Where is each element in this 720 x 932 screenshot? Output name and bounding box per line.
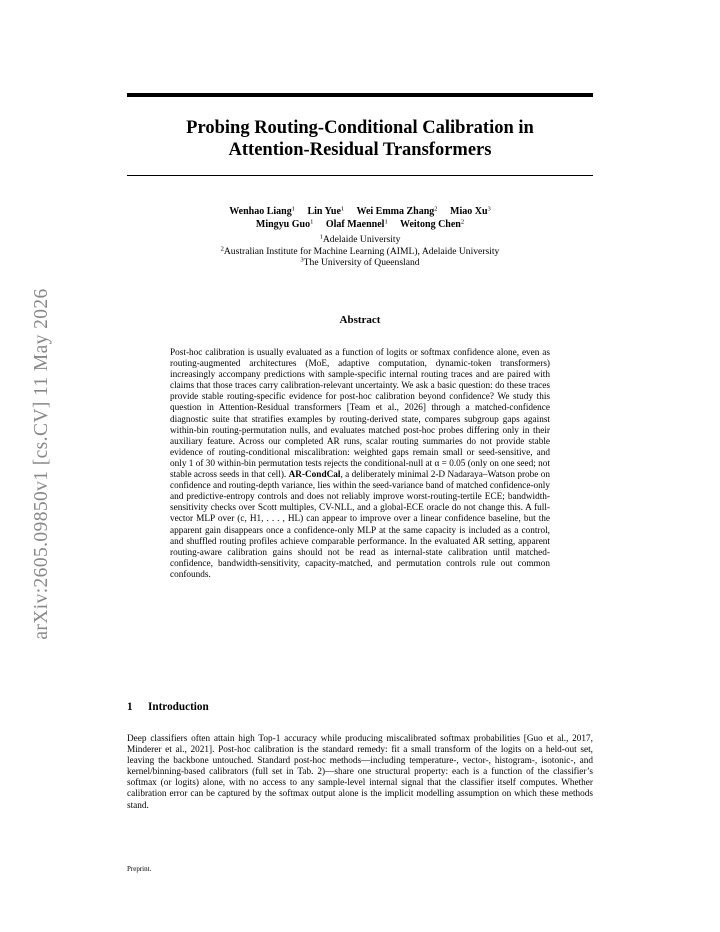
affiliation-mark: 2 [220,245,224,252]
affiliation [127,257,593,269]
affiliation [127,246,593,258]
author-name: Mingyu Guo [255,218,311,230]
affiliations [127,234,593,269]
abstract-heading: Abstract [339,314,381,326]
affiliation [127,234,593,246]
title-line-2: Attention-Residual Transformers [228,140,492,160]
author-name: Wenhao Liang [229,206,292,217]
method-name: AR-CondCal [288,470,341,481]
title-bottom-rule [127,175,593,176]
author-affil-mark: 3 [487,205,491,213]
author-name: Wei Emma Zhang [356,206,435,217]
author-name: Weitong Chen [400,218,461,230]
abstract-text-part1: Post-hoc calibration is usually evaluated as a function of logits or softmax confidence alone, even as routing-augmented architectures (MoE, adaptive computation, dynamic-token transformers) increasingly accompany predictions with sample-specific internal routing traces and are paired with claims that those traces carry calibration-relevant uncertainty. We ask a basic question: do these traces provide stable routing-specific evidence for post-hoc calibration beyond confidence? We study this question in Attention-Residual transformers [Team et al., 2026] through a matched-confidence diagnostic suite that stratifies examples by routing-derived state, compares subgroup gaps against within-bin routing-permutation nulls, and evaluates matched post-hoc probes differing only in their auxiliary feature. Across our completed AR runs, scalar routing summaries do not provide stable evidence of routing-conditional miscalibration: weighted gaps remain small or seed-sensitive, and only 1 of 30 within-bin permutation tests rejects the conditional-null at α = 0.05 (only on one seed; not stable across seeds in that cell). [170,348,550,481]
footer-note: Preprint. [127,865,152,873]
title-top-rule [127,93,593,97]
section-title: Introduction [148,701,209,713]
abstract-body [170,348,550,581]
author-affil-mark: 1 [340,205,345,213]
author-block [127,206,593,269]
paper-title [127,117,593,161]
affiliation-text: Australian Institute for Machine Learning (AIML), Adelaide University [223,245,500,257]
author-affil-mark: 1 [291,205,295,213]
author-name: Miao Xu [450,206,488,217]
author-name: Olaf Maennel [325,218,385,230]
author-line-2 [127,219,593,232]
author-line-1 [127,206,593,219]
author-affil-mark: 1 [384,218,388,225]
section-number: 1 [127,701,133,713]
affiliation-mark: 3 [300,256,304,264]
affiliation-text: Adelaide University [322,234,401,245]
section-heading [127,701,209,713]
affiliation-mark: 1 [319,233,323,241]
author-affil-mark: 2 [434,205,438,213]
author-name: Lin Yue [307,206,341,217]
abstract-text-part2: , a deliberately minimal 2-D Nadaraya–Watson probe on confidence and routing-depth variance, lies within the seed-variance band of matched confidence-only and predictive-entropy controls and does not reliably improve worst-routing-tertile ECE; bandwidth-sensitivity checks over Scott multiples, CV-NLL, and a global-ECE oracle do not change this. A full-vector MLP over (c, H1, . . . , HL) can appear to improve over a linear confidence baseline, but the apparent gain disappears once a confidence-only MLP at the same capacity is included as a control, and shuffled routing profiles achieve comparable performance. In the evaluated AR setting, apparent routing-aware calibration gains should not be read as internal-state calibration until matched-confidence, bandwidth-sensitivity, capacity-matched, and permutation controls rule out common confounds. [170,470,550,580]
introduction-paragraph: Deep classifiers often attain high Top-1 accuracy while producing miscalibrated softmax probabilities [Guo et al., 2017, Minderer et al., 2021]. Post-hoc calibration is the standard remedy: fit a small transform of the logits on a held-out set, leaving the backbone untouched. Standard post-hoc methods—including temperature-, vector-, histogram-, isotonic-, and kernel/binning-based calibrators (full set in Tab. 2)—share one structural property: each is a function of the classifier’s softmax (or logits) alone, with no access to any sample-level internal signal that the classifier itself computes. Whether calibration error can be captured by the softmax output alone is the implicit modelling assumption on which these methods stand. [127,734,593,811]
title-line-1: Probing Routing-Conditional Calibration in [186,118,534,138]
author-affil-mark: 1 [310,218,314,225]
arxiv-identifier-stamp: arXiv:2605.09850v1 [cs.CV] 11 May 2026 [31,288,52,640]
author-affil-mark: 2 [460,218,465,225]
affiliation-text: The University of Queensland [303,257,420,268]
